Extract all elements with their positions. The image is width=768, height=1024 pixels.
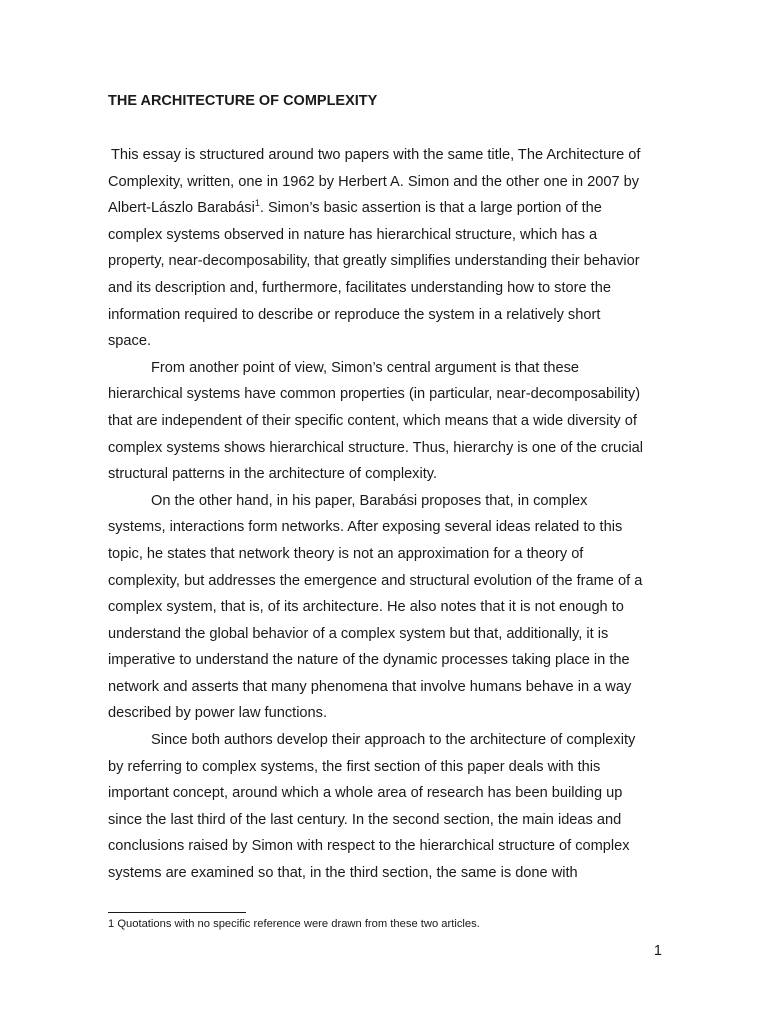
paragraph-line: From another point of view, Simon’s central argument is that these <box>151 359 580 376</box>
paragraph-line: network and asserts that many phenomena that involve humans behave in a way <box>108 678 632 695</box>
paragraph-line: Complexity, written, one in 1962 by Herbert A. Simon and the other one in 2007 by <box>108 173 640 190</box>
paragraph-1 <box>108 142 668 355</box>
footnote-reference: 1 <box>254 198 260 209</box>
paragraph-line: understand the global behavior of a complex system but that, additionally, it is <box>108 625 609 642</box>
author-name: Albert-Lászlo Barabási <box>108 200 255 217</box>
document-body <box>108 142 668 887</box>
paragraph-line: topic, he states that network theory is not an approximation for a theory of <box>108 545 584 562</box>
paragraph-line: information required to describe or reproduce the system in a relatively short <box>108 306 601 323</box>
paragraph-line: systems, interactions form networks. After exposing several ideas related to this <box>108 519 623 536</box>
line-continuation: . Simon’s basic assertion is that a large portion of the <box>259 200 602 217</box>
paragraph-line: that are independent of their specific content, which means that a wide diversity of <box>108 412 637 429</box>
footnote: 1 Quotations with no specific reference were drawn from these two articles. <box>108 918 480 930</box>
paragraph-line: structural patterns in the architecture of complexity. <box>108 466 438 483</box>
paragraph-line: This essay is structured around two papers with the same title, The Architecture of <box>111 147 641 163</box>
paragraph-line: complexity, but addresses the emergence and structural evolution of the frame of a <box>108 572 643 589</box>
paragraph-line: complex systems observed in nature has hierarchical structure, which has a <box>108 226 598 243</box>
paragraph-line: complex systems shows hierarchical structure. Thus, hierarchy is one of the crucial <box>108 439 644 456</box>
paragraph-line: important concept, around which a whole area of research has been building up <box>108 785 623 802</box>
document-title: THE ARCHITECTURE OF COMPLEXITY <box>108 93 378 109</box>
footnote-separator <box>108 912 246 913</box>
paragraph-line: systems are examined so that, in the third section, the same is done with <box>108 865 578 882</box>
paragraph-2 <box>108 355 668 488</box>
paragraph-4 <box>108 727 668 887</box>
paragraph-line: On the other hand, in his paper, Barabási proposes that, in complex <box>151 492 588 509</box>
paragraph-line: complex system, that is, of its architecture. He also notes that it is not enough to <box>108 599 624 616</box>
paragraph-line: and its description and, furthermore, facilitates understanding how to store the <box>108 279 611 296</box>
paragraph-line: since the last third of the last century. In the second section, the main ideas and <box>108 811 622 828</box>
paragraph-line: hierarchical systems have common properties (in particular, near-decomposability) <box>108 386 641 403</box>
paragraph-line: Since both authors develop their approach to the architecture of complexity <box>151 732 636 749</box>
paragraph-line: property, near-decomposability, that greatly simplifies understanding their behavior <box>108 253 640 270</box>
paragraph-line: conclusions raised by Simon with respect to the hierarchical structure of complex <box>108 838 630 855</box>
paragraph-line <box>108 195 668 222</box>
paragraph-line: by referring to complex systems, the first section of this paper deals with this <box>108 758 601 775</box>
paragraph-line: described by power law functions. <box>108 705 328 722</box>
paragraph-line: imperative to understand the nature of the dynamic processes taking place in the <box>108 652 630 669</box>
page-number: 1 <box>653 943 662 959</box>
paragraph-line: space. <box>108 333 151 350</box>
paragraph-3 <box>108 488 668 727</box>
